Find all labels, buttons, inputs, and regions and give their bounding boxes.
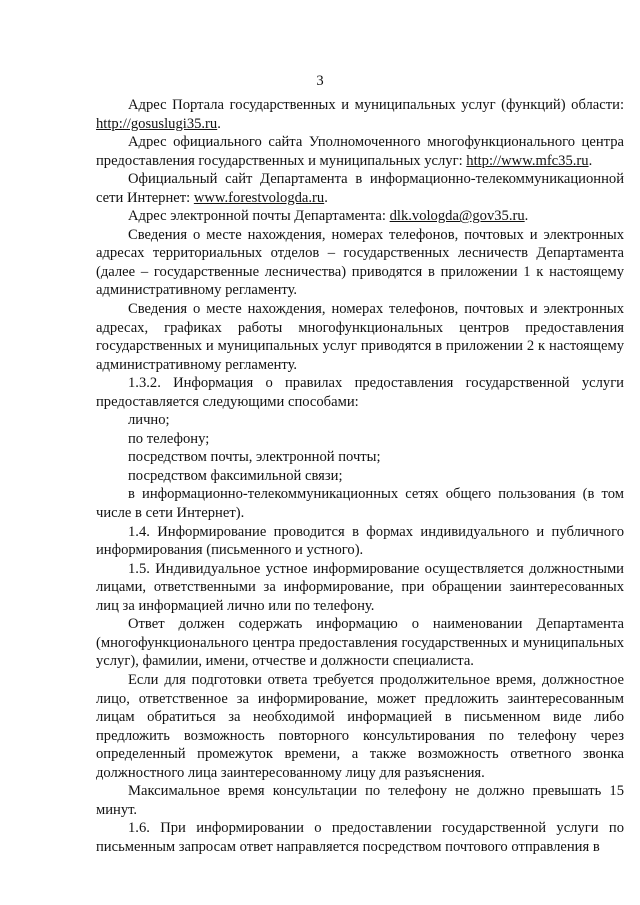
paragraph-end: .	[217, 115, 221, 132]
list-item: посредством факсимильной связи;	[128, 467, 343, 484]
link-mfc[interactable]: http://www.mfc35.ru	[466, 152, 589, 169]
paragraph-answer-content: Ответ должен содержать информацию о наименовании Департамента (многофункционального центра предоставления государственных и муниципальных услуг), фамилии, имени, отчестве и должности специалиста.	[96, 616, 624, 670]
paragraph-text: Официальный сайт Департамента в информационно-телекоммуникационной сети Интернет:	[96, 171, 624, 206]
list-item: посредством почты, электронной почты;	[128, 449, 381, 466]
list-item: по телефону;	[128, 430, 210, 447]
paragraph-text: Адрес Портала государственных и муниципальных услуг (функций) области:	[128, 97, 624, 113]
paragraph-portal-address	[96, 96, 624, 133]
paragraph-text: Адрес электронной почты Департамента:	[128, 208, 390, 225]
paragraph-long-answer: Если для подготовки ответа требуется продолжительное время, должностное лицо, ответственное за информирование, может предложить заинтересованным лицам обратиться за необходимой информацией в письменном виде либо предложить возможность повторного консультирования по телефону через определенный промежуток времени, а также возможность ответного звонка должностного лица заинтересованному лицу для разъяснения.	[96, 671, 624, 781]
paragraph-1-3-2: 1.3.2. Информация о правилах предоставления государственной услуги предоставляется следующими способами:	[96, 375, 624, 410]
paragraph-email	[96, 207, 624, 226]
paragraph-end: .	[324, 189, 328, 206]
paragraph-department-site	[96, 170, 624, 207]
list-item: в информационно-телекоммуникационных сетях общего пользования (в том числе в сети Интернет).	[96, 486, 624, 522]
link-email[interactable]: dlk.vologda@gov35.ru	[389, 208, 525, 225]
paragraph-mfc-info: Сведения о месте нахождения, номерах телефонов, почтовых и электронных адресах, графиках работы многофункциональных центров предоставления государственных и муниципальных услуг приводятся в приложении 2 к настоящему административному регламенту.	[96, 301, 624, 373]
paragraph-end: .	[524, 208, 529, 225]
list-item: лично;	[128, 412, 170, 429]
paragraph-1-4: 1.4. Информирование проводится в формах индивидуального и публичного информирования (письменного и устного).	[96, 523, 624, 559]
paragraph-1-6: 1.6. При информировании о предоставлении государственной услуги по письменным запросам ответ направляется посредством почтового отправления в	[96, 820, 624, 855]
page-number: 3	[316, 73, 324, 89]
paragraph-territorial-offices: Сведения о месте нахождения, номерах телефонов, почтовых и электронных адресах территориальных отделов – государственных лесничеств Департамента (далее – государственные лесничества) приводятся в приложении 1 к настоящему административному регламенту.	[96, 226, 624, 299]
page-body	[96, 96, 624, 856]
paragraph-end: .	[588, 152, 593, 169]
paragraph-text: Адрес официального сайта Уполномоченного многофункционального центра предоставления государственных и муниципальных услуг:	[96, 134, 624, 169]
link-gosuslugi[interactable]: http://gosuslugi35.ru	[96, 115, 218, 132]
paragraph-max-time: Максимальное время консультации по телефону не должно превышать 15 минут.	[96, 783, 624, 818]
link-forestvologda[interactable]: www.forestvologda.ru	[193, 189, 325, 206]
paragraph-mfc-site	[96, 133, 624, 170]
paragraph-1-5: 1.5. Индивидуальное устное информирование осуществляется должностными лицами, ответственными за информирование, при обращении заинтересованных лиц за информацией лично или по телефону.	[96, 560, 624, 614]
